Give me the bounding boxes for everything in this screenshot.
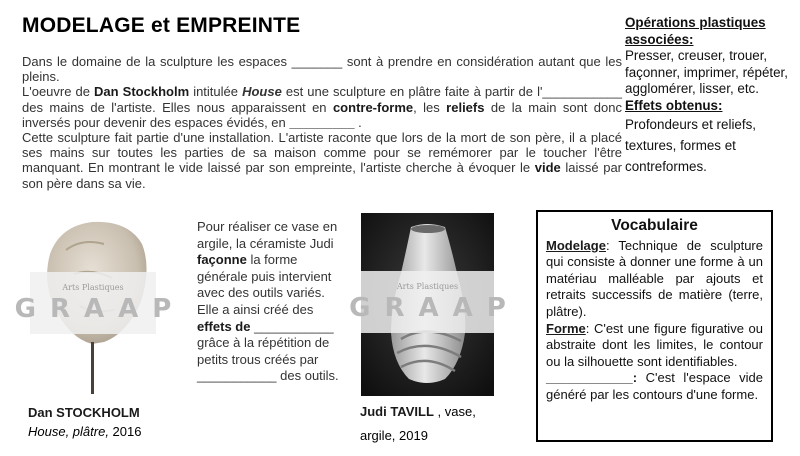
caption-work-title: House, plâtre, bbox=[28, 424, 109, 439]
caption-line2: argile, 2019 bbox=[360, 428, 428, 443]
operations-panel bbox=[625, 15, 795, 177]
text-run: laissé par son père dans sa vie. bbox=[22, 160, 623, 191]
keyword-faconne: façonne bbox=[197, 252, 247, 268]
keyword-effets: effets de bbox=[197, 318, 251, 334]
vase-image bbox=[349, 213, 520, 396]
caption-medium: , vase, bbox=[433, 404, 476, 419]
page-title: MODELAGE et EMPREINTE bbox=[22, 14, 301, 37]
watermark-overlay bbox=[349, 271, 520, 333]
definition-blank: C'est l'espace vide généré par les contours d'une forme. bbox=[546, 370, 763, 402]
main-text bbox=[22, 54, 622, 191]
text-run: Cette sculpture fait partie d'une installation. L'artiste raconte que lors de la mort de son père, il a placé ses mains sur toutes les parties de sa maison comme pour se remémorer par le toucher l'être manquant. En montrant le vide laissé par son empreinte, l'artiste cherche à évoquer le bbox=[22, 130, 622, 176]
watermark-logo: GRAAP bbox=[349, 292, 520, 323]
paragraph-house bbox=[22, 84, 622, 130]
caption-artist: Judi TAVILL bbox=[360, 404, 434, 419]
operations-heading: Opérations plastiques associées: bbox=[625, 15, 766, 47]
vocabulary-box bbox=[536, 210, 773, 442]
text-run: , les bbox=[413, 99, 447, 115]
watermark-logo: GRAAP bbox=[14, 293, 186, 324]
keyword-contre-forme: contre-forme bbox=[332, 99, 414, 115]
text-run: . bbox=[354, 114, 362, 130]
text-run: ___________ grâce à la répétition de petits trous créés par ___________ des outils. bbox=[197, 318, 339, 384]
keyword-reliefs: reliefs bbox=[446, 99, 485, 115]
watermark-overlay bbox=[14, 272, 186, 334]
caption-line1 bbox=[360, 400, 476, 424]
paragraph-installation bbox=[22, 130, 622, 191]
vase-description bbox=[197, 219, 350, 385]
text-run: intitulée bbox=[189, 84, 243, 100]
definition-modelage: : Technique de sculpture qui consiste à donner une forme à un matériau malléable par ajouts et retraits successifs de matière (terre, plâtre). bbox=[546, 237, 763, 319]
vocabulary-title: Vocabulaire bbox=[611, 217, 698, 234]
text-run: est une sculpture en plâtre faite à partir de l'___________ des mains de l'artiste. Elles nous apparaissent en bbox=[22, 84, 622, 115]
caption-stockholm bbox=[28, 403, 141, 441]
sculpture-house-image bbox=[14, 214, 186, 396]
text-run: Pour réaliser ce vase en argile, la céramiste Judi bbox=[197, 219, 338, 251]
term-blank: ____________: bbox=[546, 370, 638, 386]
caption-artist: Dan STOCKHOLM bbox=[28, 405, 140, 420]
caption-tavill bbox=[360, 400, 476, 448]
text-run: L'oeuvre de bbox=[22, 84, 95, 100]
caption-work bbox=[28, 422, 141, 441]
operations-list: Presser, creuser, trouer, façonner, imprimer, répéter, agglomérer, lisser, etc. bbox=[625, 48, 788, 96]
term-forme: Forme bbox=[546, 320, 586, 336]
definition-forme: : C'est une figure figurative ou abstraite dont les limites, le contour ou la silhouette sont identifiables. bbox=[546, 320, 763, 369]
blank-field: _________ bbox=[289, 114, 355, 130]
effets-heading: Effets obtenus: bbox=[625, 97, 723, 113]
text-run: de la main sont donc inversés pour devenir des espaces évidés, en bbox=[22, 99, 622, 130]
text-run: la forme générale puis intervient avec des outils variés. Elle a ainsi créé des bbox=[197, 252, 332, 317]
term-modelage: Modelage bbox=[546, 237, 606, 253]
effets-list: Profondeurs et reliefs, textures, formes et contreformes. bbox=[625, 117, 756, 174]
work-title: House bbox=[242, 84, 282, 100]
caption-year: 2016 bbox=[108, 424, 142, 439]
paragraph-intro: Dans le domaine de la sculpture les espaces _______ sont à prendre en considération autant que les pleins. bbox=[22, 54, 622, 85]
vocab-blank bbox=[546, 370, 763, 403]
watermark-subtitle: Arts Plastiques bbox=[62, 282, 124, 292]
vocab-modelage bbox=[546, 238, 763, 321]
artist-name: Dan Stockholm bbox=[94, 84, 190, 100]
keyword-vide: vide bbox=[534, 160, 561, 176]
watermark-subtitle: Arts Plastiques bbox=[396, 281, 459, 291]
vocab-forme bbox=[546, 321, 763, 371]
